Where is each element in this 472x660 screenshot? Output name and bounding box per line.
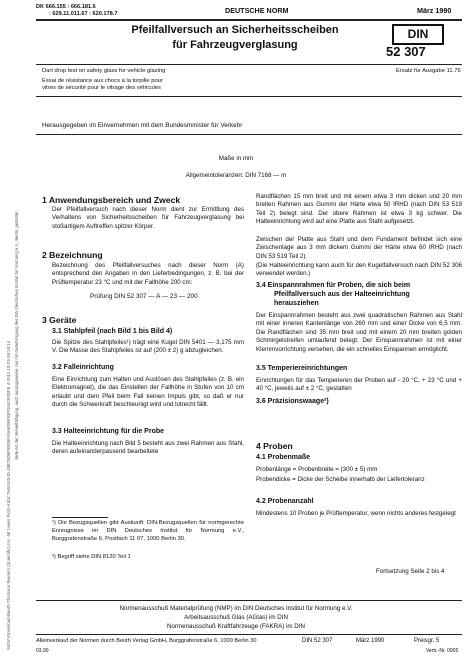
designation-example: Prüfung DIN 52 307 — A — 23 — 200 (90, 293, 198, 300)
section-3-2-title: 3.2 Falleinrichtung (52, 364, 114, 371)
section-1-text: Der Pfeilfallversuch nach dieser Norm dient zur Ermittlung des Verhaltens von Sicherheitsscheiben für Fahrzeugverglasung bei stoßartigem Auftreffen spitzer Körper. (52, 206, 244, 230)
section-4-1-title: 4.1 Probenmaße (256, 454, 311, 461)
continuation-note: Fortsetzung Seite 2 bis 4 (376, 568, 445, 575)
price-group: Preisgr. 5 (414, 638, 440, 644)
section-3-4-text: Der Einspannrahmen besteht aus zwei quadratischen Rahmen aus Stahl mit einer inneren Kantenlänge von 260 mm und einer Dicke von 6,5 mm. Die Randflächen sind 35 mm breit und mit einem 20 mm breiten golden Schmirgelstreifen umlaufend belegt. Der Einspannrahmen ist mit einer Klemmvorrichtung versehen, die ein schnelles Einspannen ermöglicht. (256, 312, 462, 353)
section-3-4-title-2: Pfeilfallversuch aus der Halteeinrichtung (274, 291, 410, 298)
section-2-title: 2 Bezeichnung (42, 250, 103, 260)
title-line-2: für Fahrzeugverglasung (172, 39, 298, 51)
print-code: 03.90 (36, 648, 49, 654)
margin-download-note: Sofort-Download-Beuth-Thomson Reuters (Scientific) Inc.-Mr Lewis Piotti-KdNr.7646103-ID.48E78D9F58D9F46AE08E93FDA52F0DFE.4-2011-10-25 09:18:14 (6, 340, 11, 650)
sales-note: Alleinverkauf der Normen durch Beuth Verlag GmbH, Burggrafenstraße 6, 1000 Berlin 30 (36, 638, 257, 644)
footer-date: März 1990 (356, 638, 385, 644)
margin-copyright-note: Jede Art der Vervielfältigung, auch auszugsweise, nur mit Genehmigung des DIN Deutsches Institut für Normung e.V., Berlin, gestattet. (14, 210, 19, 460)
section-3-title: 3 Geräte (42, 315, 77, 325)
section-2-text: Bezeichnung des Pfeilfallversuches nach dieser Norm (A) entsprechend den Angaben in den Lieferbedingungen, z. B. bei der Prüftemperatur 23 °C und mit der Fallhöhe 200 cm: (52, 262, 244, 286)
committee-line-2: Arbeitsausschuß Glas (AGlas) im DIN (184, 614, 288, 621)
section-4-2-text: Mindestens 10 Proben je Prüftemperatur, wenn nichts anderes festgelegt (256, 510, 456, 517)
tolerances-note: Allgemeintoleranzen: DIN 7168 — m (185, 172, 287, 179)
issue-date: März 1990 (417, 6, 452, 15)
committee-line-3: Normenausschuß Kraftfahrzeuge (FAKRA) im DIN (167, 623, 305, 630)
section-3-1-text: Die Spitze des Stahlpfeiles¹) trägt eine Kugel DIN 5401 — 3,175 mm V. Die Masse des Stahlpfeiles ist auf (200 ± 2) g abzugleichen. (52, 339, 244, 355)
section-4-title: 4 Proben (256, 441, 293, 451)
section-3-3-continued: Randflächen 15 mm breit und mit einem etwa 3 mm dicken und 20 mm breiten Rahmen aus Gummi der Härte etwa 50 IRHD (nach DIN 53 519 Teil 2) belegt sind. Der obere Rahmen ist etwa 3 kg schwer. Die Halteeinrichtung wird auf eine Platte aus Stahl aufgesetzt. (256, 193, 462, 226)
din-number: 52 307 (386, 44, 426, 59)
units-note: Maße in mm (218, 155, 254, 162)
committee-line-1: Normenausschuß Materialprüfung (NMP) im DIN Deutsches Institut für Normung e.V. (119, 605, 353, 612)
french-title-2: vitres de sécurité pour le vitrage des véhicules (42, 85, 161, 91)
footnote-2: ²) Begriff siehe DIN 8120 Teil 1 (52, 554, 131, 560)
din-logo (392, 24, 444, 45)
section-3-4-title-1: 3.4 Einspannrahmen für Proben, die sich beim (256, 282, 411, 289)
footnote-separator (52, 517, 108, 518)
norm-label: DEUTSCHE NORM (225, 6, 289, 15)
section-4-2-title: 4.2 Probenanzahl (256, 498, 314, 505)
section-3-3-text: Die Halteeinrichtung nach Bild 5 besteht aus zwei Rahmen aus Stahl, deren aufeinanderpassend bearbeitete (52, 440, 244, 456)
section-3-6-title: 3.6 Präzisionswaage²) (256, 398, 329, 405)
section-3-2-text: Eine Einrichtung zum Halten und Auslösen des Stahlpfeiles (z. B. ein Elektromagnet), die das Einstellen der Fallhöhe in Stufen von 10 cm erlaubt und dem Pfeil beim Fall keinen Impuls gibt, so daß er nur durch die Schwerkraft beschleunigt wird und lotrecht fällt. (52, 376, 244, 409)
dk-classification-2: : 629.11.011.67 : 620.178.7 (49, 11, 118, 17)
section-3-5-title: 3.5 Temperiereinrichtungen (256, 365, 348, 372)
specimen-length: Probenlänge = Probenbreite = (300 ± 5) mm (256, 466, 378, 473)
dk-classification-1: DK 666.155 : 666.181.6 (36, 4, 96, 10)
footer-doc-number: DIN 52 307 (302, 638, 333, 644)
section-1-title: 1 Anwendungsbereich und Zweck (42, 195, 181, 205)
section-3-1-title: 3.1 Stahlpfeil (nach Bild 1 bis Bild 4) (52, 328, 173, 335)
intermediate-layer-text: Zwischen der Platte aus Stahl und dem Fundament befindet sich eine Zwischenlage aus 3 mm dickem Gummi der Härte etwa 60 IRHD (nach DIN 53 519 Teil 2). (256, 236, 462, 260)
french-title-1: Essai de résistance aux chocs à la torpille pour (42, 78, 163, 84)
specimen-thickness: Probendicke = Dicke der Scheibe innerhalb der Liefertoleranz (256, 476, 425, 483)
english-title: Dart drop test on safety glass for vehicle glazing (42, 68, 166, 74)
distribution-number: Vertr.-Nr. 0005 (426, 648, 459, 654)
section-3-4-title-3: herausziehen (274, 300, 319, 307)
title-line-1: Pfeilfallversuch an Sicherheitsscheiben (131, 24, 339, 36)
footnote-1: ¹) Die Bezugsquellen gibt Auskunft: DIN-Bezugsquellen für normgerechte Erzeugnisse im DIN Deutsches Institut für Normung e.V., Burggrafenstraße 6, Postfach 11 07, 1000 Berlin 30. (52, 520, 244, 542)
section-3-3-title: 3.3 Halteeinrichtung für die Probe (52, 428, 165, 435)
din-logo-text: DIN (407, 27, 429, 41)
replaces-note: Ersatz für Ausgabe 11.76 (396, 68, 461, 74)
ball-drop-note: (Die Halteeinrichtung kann auch für den Kugelfallversuch nach DIN 52 306 verwendet werden.) (256, 262, 462, 278)
section-3-5-text: Einrichtungen für das Temperieren der Proben auf - 20 °C, + 23 °C und + 40 °C, jeweils auf ± 2 °C, gestatten (256, 377, 462, 393)
issued-note: Herausgegeben im Einvernehmen mit dem Bundesminister für Verkehr (42, 122, 243, 129)
